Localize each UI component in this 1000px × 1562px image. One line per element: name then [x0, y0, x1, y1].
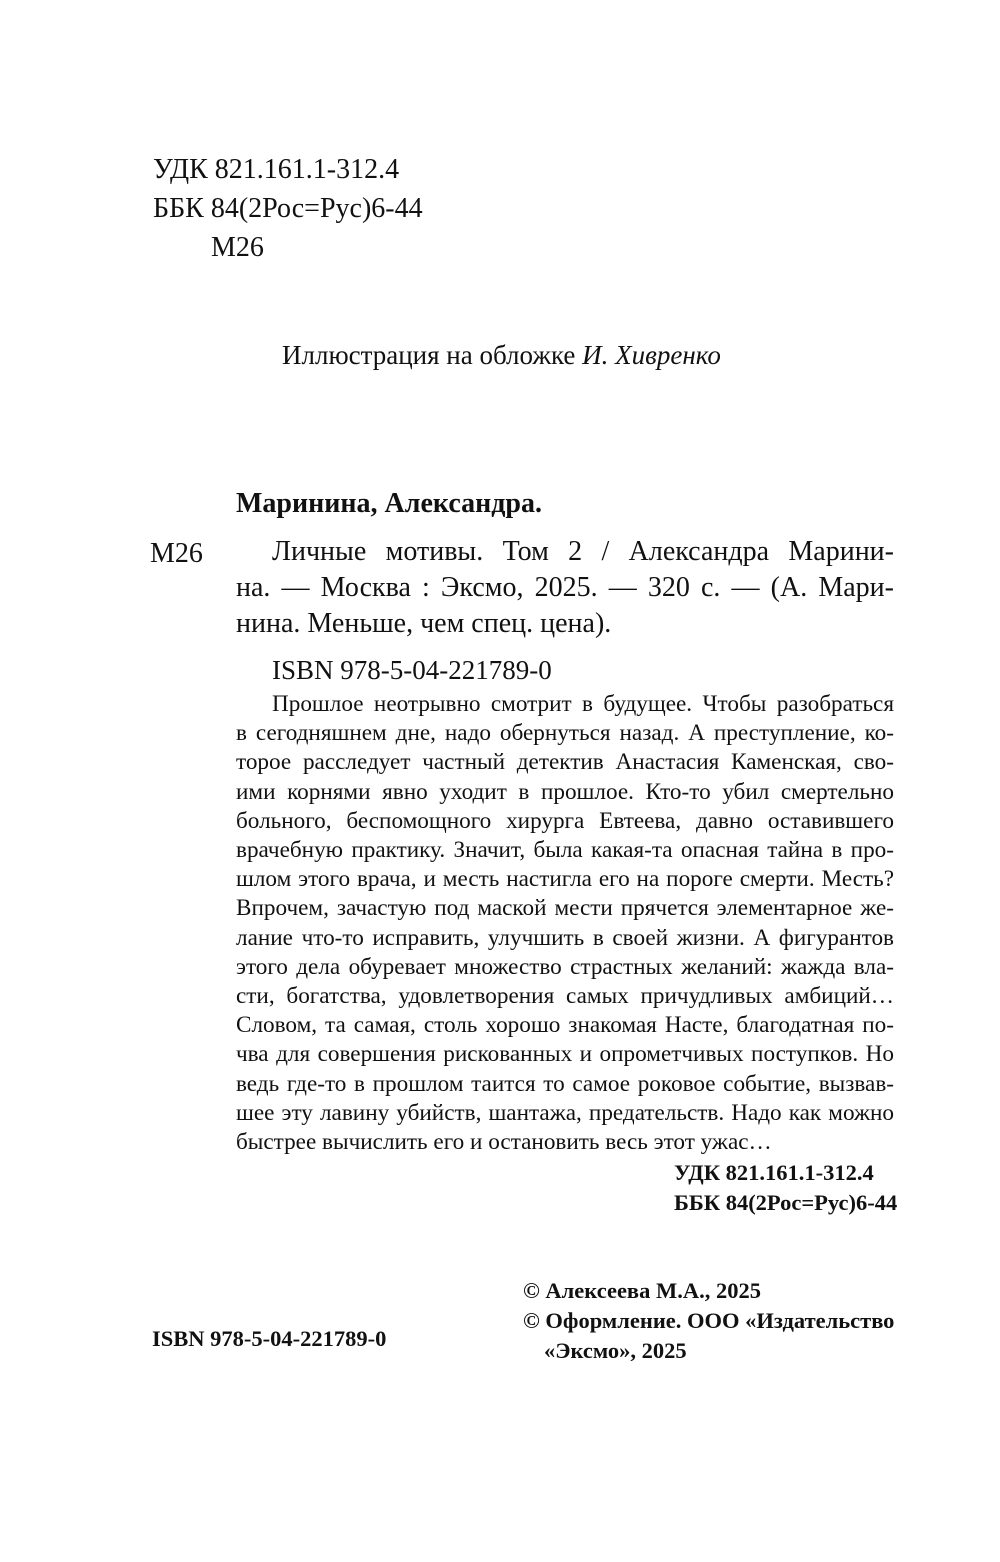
annotation-line: Впрочем, зачастую под маской мести прячется элементарное же- — [236, 895, 894, 922]
author-heading: Маринина, Александра. — [236, 488, 542, 519]
bibliographic-description — [236, 534, 894, 642]
bibliographic-line: нина. Меньше, чем спец. цена). — [236, 608, 612, 639]
author-mark: М26 — [150, 538, 203, 569]
illustration-label: Иллюстрация на обложке — [282, 340, 576, 370]
bibliographic-line: Личные мотивы. Том 2 / Александра Марини- — [272, 536, 894, 567]
copyright-block — [523, 1276, 894, 1366]
bbk-code: ББК 84(2Рос=Рус)6-44 — [153, 193, 423, 224]
classification-block — [153, 150, 423, 267]
author-mark-code: М26 — [211, 232, 264, 263]
footer-classification — [674, 1158, 897, 1218]
annotation-line: ведь где-то в прошлом таится то самое роковое событие, вызвав- — [236, 1070, 894, 1097]
isbn-line: ISBN 978-5-04-221789-0 — [272, 655, 552, 685]
annotation-paragraph — [236, 690, 894, 1157]
annotation-line: лание что-то исправить, улучшить в своей жизни. А фигурантов — [236, 924, 894, 951]
footer-isbn: ISBN 978-5-04-221789-0 — [152, 1326, 387, 1351]
annotation-line: в сегодняшнем дне, надо обернуться назад. А преступление, ко- — [236, 720, 894, 747]
copyright-design-continued: «Эксмо», 2025 — [544, 1338, 687, 1363]
annotation-line: шее эту лавину убийств, шантажа, предательств. Надо как можно — [236, 1099, 894, 1126]
copyright-design: © Оформление. ООО «Издательство — [523, 1308, 895, 1333]
annotation-line: чва для совершения рискованных и опрометчивых поступков. Но — [236, 1041, 894, 1068]
annotation-line: торое расследует частный детектив Анастасия Каменская, сво- — [236, 749, 894, 776]
annotation-line: этого дела обуревает множество страстных желаний: жажда вла- — [236, 953, 894, 980]
illustration-credit — [282, 335, 721, 375]
annotation-line: Прошлое неотрывно смотрит в будущее. Чтобы разобраться — [272, 691, 894, 717]
copyright-author: © Алексеева М.А., 2025 — [523, 1278, 761, 1303]
annotation-line: ими корнями явно уходит в прошлое. Кто-то убил смертельно — [236, 778, 894, 805]
illustration-artist: И. Хивренко — [582, 340, 721, 370]
annotation-line: Словом, та самая, столь хорошо знакомая Насте, благодатная по- — [236, 1012, 894, 1039]
udk-code: УДК 821.161.1-312.4 — [153, 154, 400, 185]
bibliographic-line: на. — Москва : Эксмо, 2025. — 320 с. — (А. Мари- — [236, 572, 894, 603]
annotation-line: больного, беспомощного хирурга Евтеева, давно оставившего — [236, 807, 894, 834]
annotation-line: быстрее вычислить его и остановить весь этот ужас… — [236, 1129, 772, 1156]
footer-bbk: ББК 84(2Рос=Рус)6-44 — [674, 1190, 898, 1215]
annotation-line: врачебную практику. Значит, была какая-та опасная тайна в про- — [236, 837, 894, 864]
annotation-line: сти, богатства, удовлетворения самых причудливых амбиций… — [236, 983, 894, 1010]
footer-udk: УДК 821.161.1-312.4 — [674, 1160, 874, 1185]
annotation-line: шлом этого врача, и месть настигла его на пороге смерти. Месть? — [236, 866, 894, 893]
